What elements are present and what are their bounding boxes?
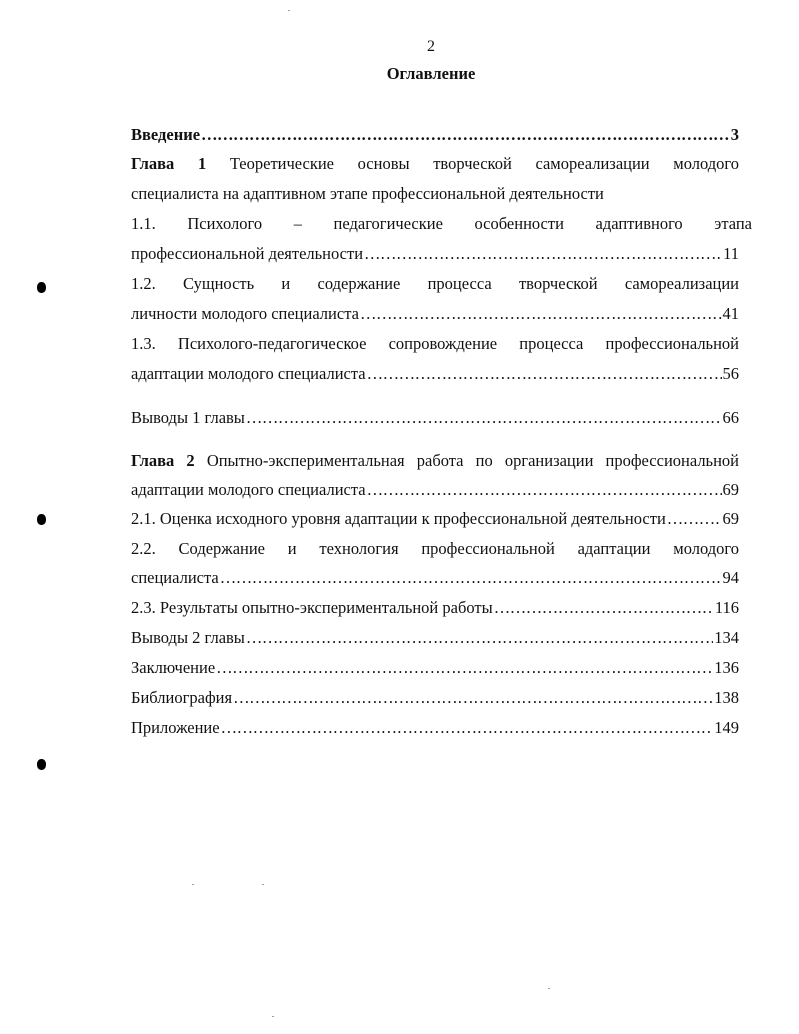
binder-hole-mark [37,282,46,293]
section-number: 1.1. [131,214,156,233]
dot-leader [367,479,722,501]
toc-page-number: 3 [730,125,739,144]
toc-entry-introduction [131,124,739,146]
toc-page-number: 66 [722,408,739,427]
toc-entry-conclusions-1 [131,407,739,429]
toc-page-number: 138 [714,688,739,707]
dot-leader [246,407,722,429]
chapter-title: Теоретические основы творческой самореализации молодого [229,154,739,173]
toc-entry-2-2: 2.2. Содержание и технология профессиональной адаптации молодого [131,539,739,558]
toc-entry-chapter-1 [131,153,739,175]
toc-entry-1-1-cont [131,243,739,265]
toc-entry-label: Введение [131,125,201,144]
binder-hole-mark [37,514,46,525]
toc-entry-label: адаптации молодого специалиста [131,364,366,383]
toc-entry-conclusions-2 [131,627,739,649]
dot-leader [233,687,713,709]
dot-leader [494,597,714,619]
dot-leader [667,508,722,530]
toc-entry-1-3: 1.3. Психолого-педагогическое сопровождение процесса профессиональной [131,334,739,353]
toc-entry-label: специалиста [131,568,219,587]
scan-speck [288,10,290,11]
toc-page-number: 94 [722,568,739,587]
toc-page-number: 11 [723,244,739,263]
toc-entry-bibliography [131,687,739,709]
toc-entry-label: личности молодого специалиста [131,304,359,323]
toc-entry-label: Выводы 1 главы [131,408,245,427]
toc-page-number: 116 [714,598,739,617]
toc-entry-chapter-2-cont [131,479,739,501]
toc-entry-2-1 [131,508,739,530]
dot-leader [201,124,730,146]
toc-entry-1-2-cont [131,303,739,325]
toc-entry-label: 2.3. Результаты опытно-экспериментальной работы [131,598,493,617]
toc-entry-label: 2.1. Оценка исходного уровня адаптации к профессиональной деятельности [131,509,666,528]
toc-page-number: 69 [722,509,739,528]
toc-page-number: 149 [714,718,739,737]
toc-entry-2-2-cont [131,567,739,589]
dot-leader [216,657,713,679]
toc-entry-label: адаптации молодого специалиста [131,480,366,499]
toc-entry-1-1 [131,213,752,235]
toc-entry-label: Приложение [131,718,220,737]
chapter-label: Глава 1 [131,154,207,173]
dot-leader [221,717,714,739]
scan-speck [262,884,264,885]
dot-leader [246,627,713,649]
scan-speck [272,1016,274,1017]
toc-page-number: 41 [722,304,739,323]
toc-entry-appendix [131,717,739,739]
toc-entry-label: Библиография [131,688,233,707]
toc-page-number: 69 [722,480,739,499]
toc-entry-label: Заключение [131,658,216,677]
toc-entry-1-2 [131,273,739,295]
toc-page-number: 136 [714,658,739,677]
toc-entry-label: профессиональной деятельности [131,244,364,263]
dot-leader [364,243,722,265]
section-number: 1.2. [131,274,156,293]
toc-entry-conclusion [131,657,739,679]
scan-speck [548,988,550,989]
toc-entry-1-3-cont [131,363,739,385]
toc-entry-2-3 [131,597,739,619]
chapter-title: Опытно-экспериментальная работа по организации профессиональной [206,451,739,470]
section-title: Психолого – педагогические особенности адаптивного этапа [187,214,752,233]
page-number: 2 [427,38,435,55]
chapter-label: Глава 2 [131,451,195,470]
scan-speck [192,884,194,885]
toc-page-number: 134 [714,628,739,647]
toc-entry-label: Выводы 2 главы [131,628,245,647]
page-title: Оглавление [386,64,476,83]
dot-leader [220,567,722,589]
binder-hole-mark [37,759,46,770]
toc-entry-chapter-1-cont: специалиста на адаптивном этапе профессиональной деятельности [131,184,604,203]
dot-leader [360,303,722,325]
toc-page-number: 56 [722,364,739,383]
dot-leader [367,363,722,385]
section-title: Сущность и содержание процесса творческой самореализации [183,274,739,293]
toc-entry-chapter-2 [131,450,739,472]
